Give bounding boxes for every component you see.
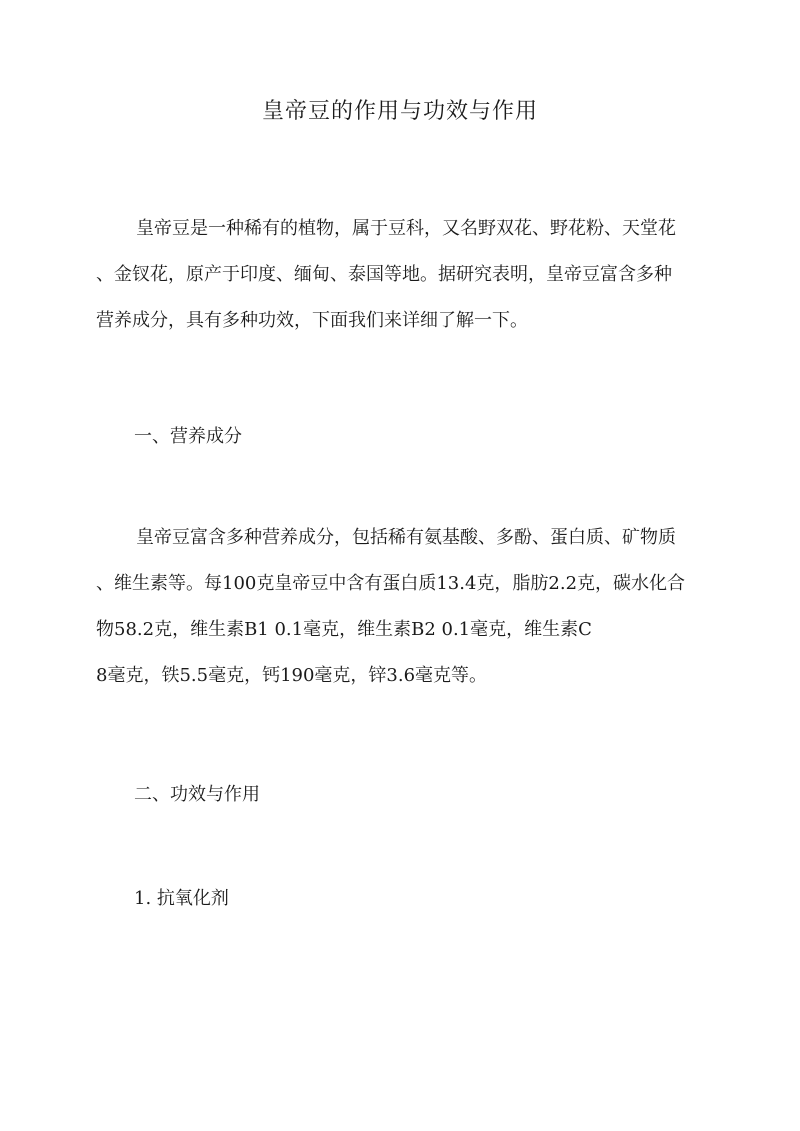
nutrition-line-4: 8毫克，铁5.5毫克，钙190毫克，锌3.6毫克等。 (96, 665, 488, 686)
intro-line-3: 营养成分，具有多种功效，下面我们来详细了解一下。 (96, 310, 528, 331)
nutrition-paragraph (96, 515, 718, 699)
list-item-antioxidant: 1. 抗氧化剂 (134, 888, 229, 909)
section-heading-nutrition: 一、营养成分 (134, 426, 242, 447)
intro-paragraph (96, 206, 718, 344)
nutrition-line-2: 、维生素等。每100克皇帝豆中含有蛋白质13.4克，脂肪2.2克，碳水化合 (96, 573, 686, 594)
document-title: 皇帝豆的作用与功效与作用 (261, 99, 538, 124)
intro-line-1: 皇帝豆是一种稀有的植物，属于豆科，又名野双花、野花粉、天堂花 (136, 218, 676, 239)
nutrition-line-1: 皇帝豆富含多种营养成分，包括稀有氨基酸、多酚、蛋白质、矿物质 (136, 527, 676, 548)
intro-line-2: 、金钗花，原产于印度、缅甸、泰国等地。据研究表明，皇帝豆富含多种 (96, 264, 672, 285)
nutrition-line-3: 物58.2克，维生素B1 0.1毫克，维生素B2 0.1毫克，维生素C (96, 619, 592, 640)
section-heading-effects: 二、功效与作用 (134, 784, 260, 805)
